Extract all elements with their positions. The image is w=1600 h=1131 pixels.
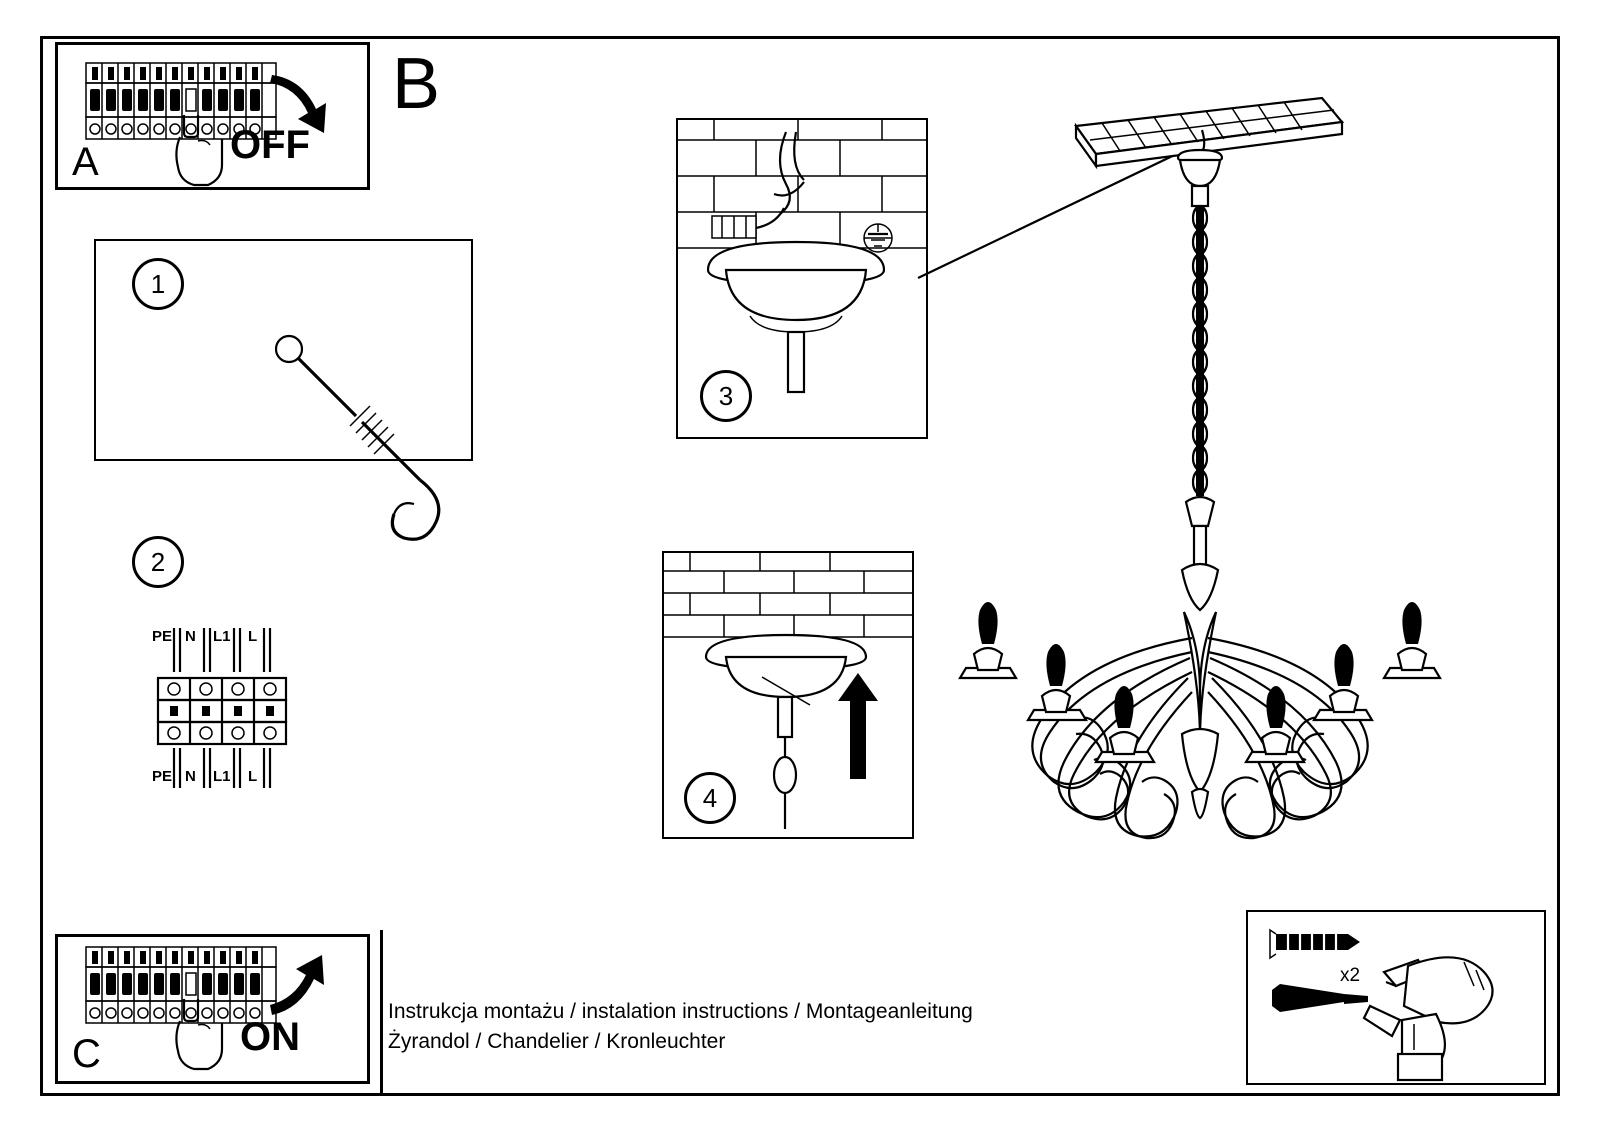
terminal-bottom-label-n: N [185, 768, 196, 785]
terminal-housing [158, 678, 286, 744]
junction-wiring [712, 132, 804, 238]
screw-icon [1272, 984, 1368, 1012]
step-4-number: 4 [684, 772, 736, 824]
ceiling-canopy [708, 242, 884, 392]
hand-icon [176, 115, 222, 185]
breaker-block [86, 947, 276, 1023]
chandelier-arm-left-mid [1028, 644, 1192, 819]
panel-c-action: ON [240, 1015, 300, 1059]
panel-c-letter: C [72, 1032, 101, 1076]
terminal-top-label-l: L [248, 628, 258, 645]
terminal-top-label-pe: PE [152, 628, 173, 645]
arrow-on-icon [270, 955, 324, 1015]
terminal-bottom-label-l1: L1 [213, 768, 231, 785]
instruction-title-line2: Żyrandol / Chandelier / Kronleuchter [388, 1030, 726, 1053]
ceiling-canopy [706, 635, 866, 737]
hardware-panel [1246, 910, 1546, 1085]
terminal-bottom-label-pe: PE [152, 768, 173, 785]
step-3-number: 3 [700, 370, 752, 422]
panel-c [55, 934, 370, 1084]
step-2-number: 2 [132, 536, 184, 588]
chandelier-arm-left-outer [960, 602, 1192, 788]
step-1-number: 1 [132, 258, 184, 310]
vertical-divider [380, 930, 383, 1096]
wall-plug-icon [1270, 930, 1360, 958]
terminal-top-label-n: N [185, 628, 196, 645]
up-arrow-icon [838, 673, 878, 779]
panel-b-letter: B [392, 44, 441, 124]
chandelier-assembly [930, 78, 1550, 848]
chandelier-arm-right-outer [1208, 602, 1440, 788]
terminal-bottom-label-l: L [248, 768, 258, 785]
hardware-quantity-label: x2 [1340, 965, 1361, 986]
hand-icon [176, 999, 222, 1069]
instruction-title-line1: Instrukcja montażu / instalation instructions / Montageanleitung [388, 1000, 973, 1023]
central-column [1182, 497, 1218, 818]
suspension-chain [1193, 206, 1207, 496]
panel-a-action: OFF [230, 123, 310, 167]
terminal-top-label-l1: L1 [213, 628, 231, 645]
chandelier-arm-right-mid [1208, 644, 1372, 819]
hook-screw-drawing [270, 330, 500, 560]
panel-a [55, 42, 370, 190]
ceiling-cup [1178, 150, 1222, 206]
chain-link [774, 737, 796, 829]
power-drill-icon [1364, 957, 1493, 1080]
panel-a-letter: A [72, 140, 99, 184]
brick-wall [664, 553, 912, 637]
